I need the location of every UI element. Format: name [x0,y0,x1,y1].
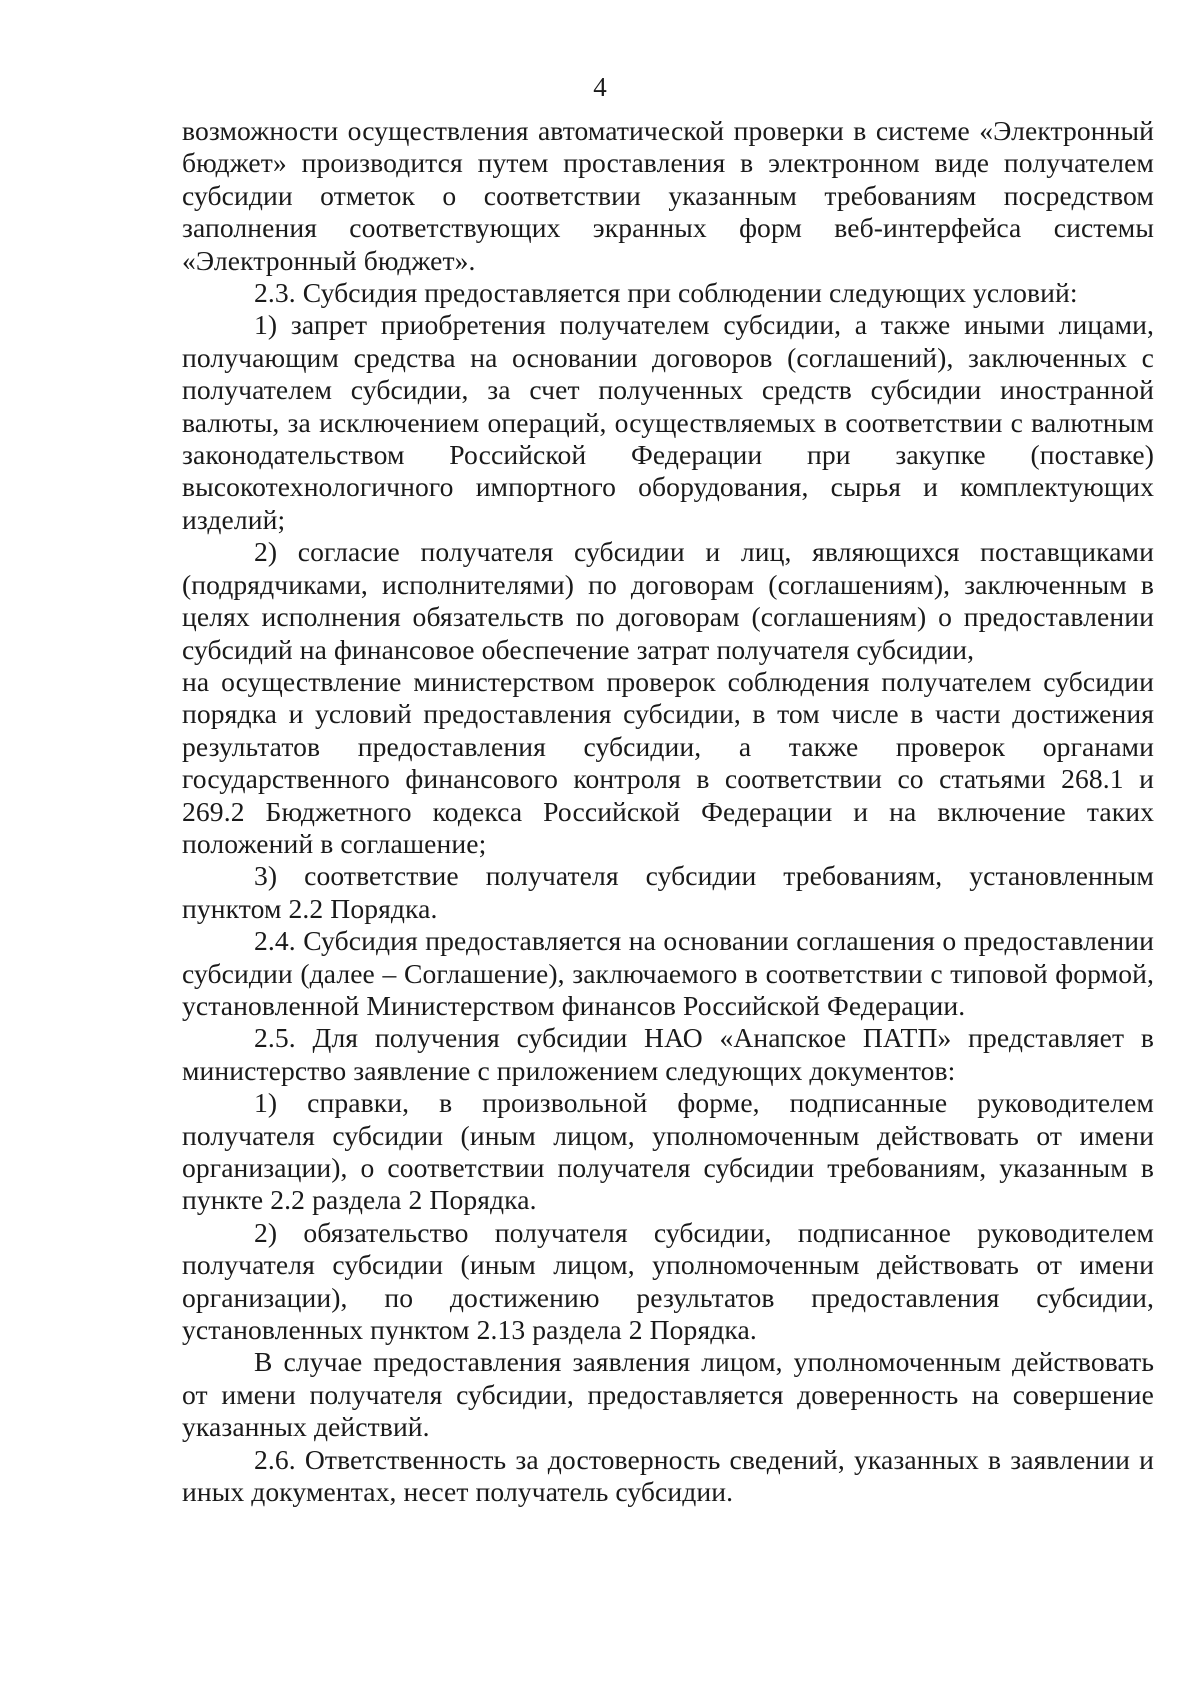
paragraph: на осуществление министерством проверок соблюдения получателем субсидии порядка и условий предоставления субсидии, в том числе в части достижения результатов предоставления субсидии, а также проверок органами государственного финансового контроля в соответствии со статьями 268.1 и 269.2 Бюджетного кодекса Российской Федерации и на включение таких положений в соглашение; [182,665,1154,859]
paragraph: 1) запрет приобретения получателем субсидии, а также иными лицами, получающим средства на основании договоров (соглашений), заключенных с получателем субсидии, за счет полученных средств субсидии иностранной валюты, за исключением операций, осуществляемых в соответствии с валютным законодательством Российской Федерации при закупке (поставке) высокотехнологичного импортного оборудования, сырья и комплектующих изделий; [182,309,1154,535]
paragraph: 2) согласие получателя субсидии и лиц, являющихся поставщиками (подрядчиками, исполнителями) по договорам (соглашениям), заключенным в целях исполнения обязательств по договорам (соглашениям) о предоставлении субсидий на финансовое обеспечение затрат получателя субсидии, [182,536,1154,665]
paragraph: В случае предоставления заявления лицом, уполномоченным действовать от имени получателя субсидии, предоставляется доверенность на совершение указанных действий. [182,1346,1154,1443]
paragraph: 2.3. Субсидия предоставляется при соблюдении следующих условий: [254,277,1078,309]
paragraph: 2.4. Субсидия предоставляется на основании соглашения о предоставлении субсидии (далее – Соглашение), заключаемого в соответствии с типовой формой, установленной Министерством финансов Российской Федерации. [182,925,1154,1021]
paragraph: 1) справки, в произвольной форме, подписанные руководителем получателя субсидии (иным лицом, уполномоченным действовать от имени организации), о соответствии получателя субсидии требованиям, указанным в пункте 2.2 раздела 2 Порядка. [182,1087,1154,1216]
paragraph: возможности осуществления автоматической проверки в системе «Электронный бюджет» производится путем проставления в электронном виде получателем субсидии отметок о соответствии указанным требованиям посредством заполнения соответствующих экранных форм веб-интерфейса системы «Электронный бюджет». [182,115,1154,276]
document-body [182,115,1154,1508]
paragraph: 2.5. Для получения субсидии НАО «Анапское ПАТП» представляет в министерство заявление с приложением следующих документов: [182,1022,1154,1086]
page-number: 4 [593,72,607,102]
paragraph: 2.6. Ответственность за достоверность сведений, указанных в заявлении и иных документах, несет получатель субсидии. [182,1443,1154,1508]
paragraph: 3) соответствие получателя субсидии требованиям, установленным пунктом 2.2 Порядка. [182,860,1154,924]
paragraph: 2) обязательство получателя субсидии, подписанное руководителем получателя субсидии (иным лицом, уполномоченным действовать от имени организации), по достижению результатов предоставления субсидии, установленных пунктом 2.13 раздела 2 Порядка. [182,1216,1154,1346]
